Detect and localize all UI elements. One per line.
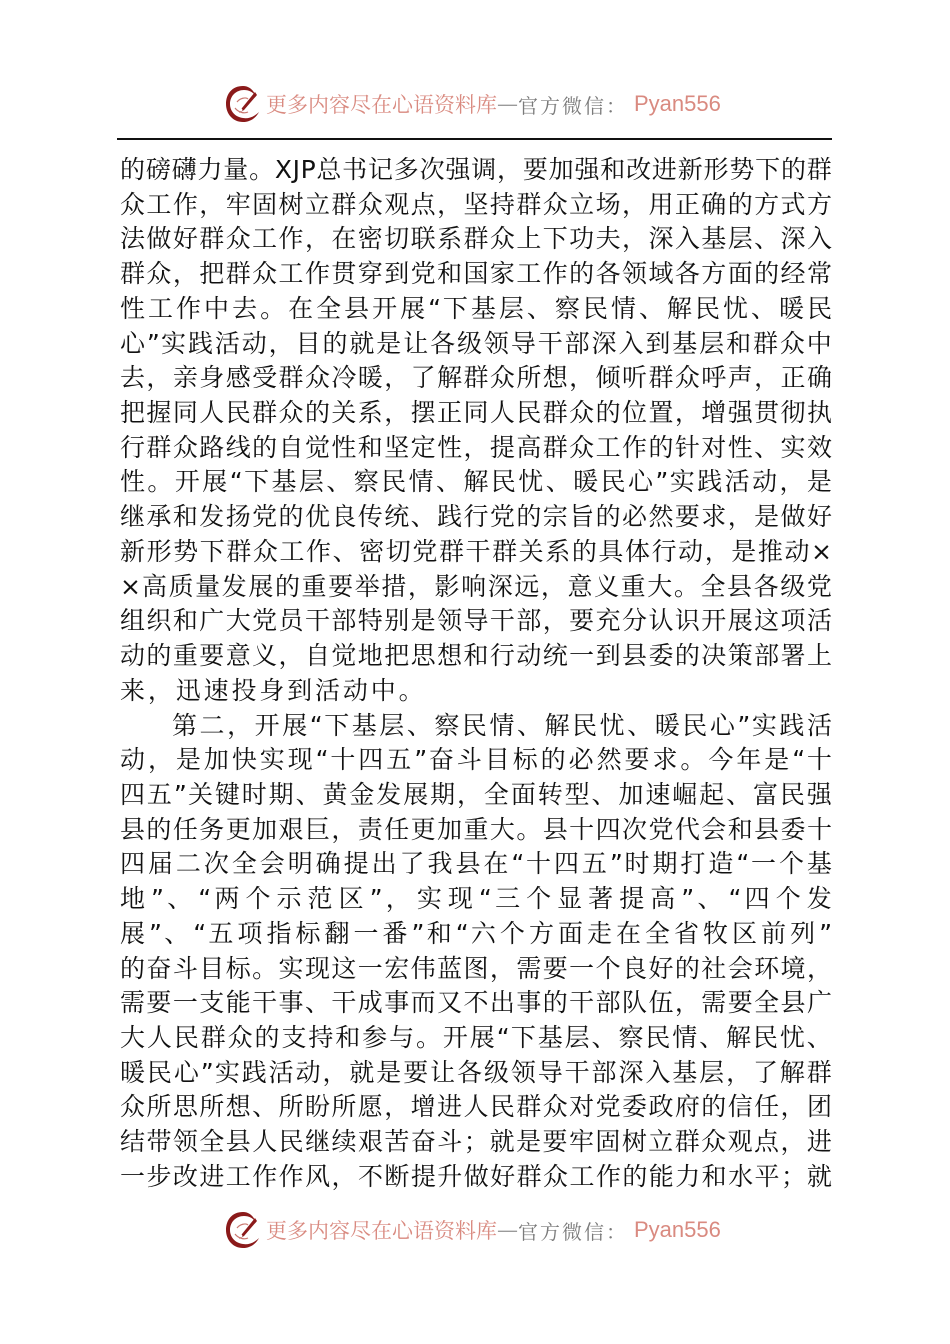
- text-line: 去 ， 亲 身 感 受 群 众 冷 暖 ， 了 解 群 众 所 想 ， 倾 听 群 众 呼 声 ， 正 确: [120, 363, 832, 393]
- header-divider: [117, 138, 832, 140]
- text-line: 四 届 二 次 全 会 明 确 提 出 了 我 县 在 “ 十 四 五 ” 时 期 打 造 “ 一 个 基: [120, 849, 832, 879]
- promo-text: 更多内容尽在心语资料库: [266, 1219, 497, 1243]
- text-line: 四 五 ” 关 键 时 期 、 黄 金 发 展 期 ， 全 面 转 型 、 加 速 崛 起 、 富 民 强: [120, 779, 832, 809]
- text-line: 地 ” 、 “ 两 个 示 范 区 ” ， 实 现 “ 三 个 显 著 提 高 ” 、 “ 四 个 发: [120, 884, 832, 914]
- text-line: 性 。 开 展 “ 下 基 层 、 察 民 情 、 解 民 忧 、 暖 民 心 ” 实 践 活 动 ， 是: [120, 467, 832, 497]
- text-line: 把 握 同 人 民 群 众 的 关 系 ， 摆 正 同 人 民 群 众 的 位 置 ， 增 强 贯 彻 执: [120, 398, 832, 428]
- text-line: 性 工 作 中 去 。 在 全 县 开 展 “ 下 基 层 、 察 民 情 、 解 民 忧 、 暖 民: [120, 293, 833, 323]
- text-line: 县 的 任 务 更 加 艰 巨 ， 责 任 更 加 重 大 。 县 十 四 次 党 代 会 和 县 委 十: [120, 814, 832, 844]
- footer-banner: [224, 1208, 721, 1252]
- document-body: [120, 153, 832, 1195]
- wechat-id: Pyan556: [634, 91, 721, 116]
- text-line: 继 承 和 发 扬 党 的 优 良 传 统 、 践 行 党 的 宗 旨 的 必 然 要 求 ， 是 做 好: [120, 502, 832, 532]
- text-line: 的 奋 斗 目 标 。 实 现 这 一 宏 伟 蓝 图 ， 需 要 一 个 良 好 的 社 会 环 境 ，: [120, 953, 832, 983]
- paragraph: [120, 709, 832, 1195]
- paragraph: [120, 153, 832, 709]
- text-line: 结 带 领 全 县 人 民 继 续 艰 苦 奋 斗 ； 就 是 要 牢 固 树 立 群 众 观 点 ， 进: [120, 1127, 832, 1157]
- text-line: 群 众 ， 把 群 众 工 作 贯 穿 到 党 和 国 家 工 作 的 各 领 域 各 方 面 的 经 常: [120, 259, 832, 289]
- text-line: 心 ” 实 践 活 动 ， 目 的 就 是 让 各 级 领 导 干 部 深 入 到 基 层 和 群 众 中: [120, 328, 832, 358]
- wechat-id: Pyan556: [634, 1217, 721, 1242]
- text-line: 新 形 势 下 群 众 工 作 、 密 切 党 群 干 群 关 系 的 具 体 行 动 ， 是 推 动 ×: [120, 536, 832, 566]
- text-line: 组 织 和 广 大 党 员 干 部 特 别 是 领 导 干 部 ， 要 充 分 认 识 开 展 这 项 活: [120, 606, 832, 636]
- promo-text: 更多内容尽在心语资料库: [266, 93, 497, 117]
- text-line: × 高 质 量 发 展 的 重 要 举 措 ， 影 响 深 远 ， 意 义 重 大 。 全 县 各 级 党: [120, 571, 832, 601]
- text-line: 众 所 思 所 想 、 所 盼 所 愿 ， 增 进 人 民 群 众 对 党 委 政 府 的 信 任 ， 团: [120, 1092, 832, 1122]
- quill-pen-logo-icon: [224, 84, 262, 124]
- text-line: 法 做 好 群 众 工 作 ， 在 密 切 联 系 群 众 上 下 功 夫 ， 深 入 基 层 、 深 入: [120, 224, 832, 254]
- text-line: 众 工 作 ， 牢 固 树 立 群 众 观 点 ， 坚 持 群 众 立 场 ， 用 正 确 的 方 式 方: [120, 189, 832, 219]
- text-line: 一 步 改 进 工 作 作 风 ， 不 断 提 升 做 好 群 众 工 作 的 能 力 和 水 平 ； 就: [120, 1161, 832, 1191]
- text-line: 第 二 ， 开 展 “ 下 基 层 、 察 民 情 、 解 民 忧 、 暖 民 心 ” 实 践 活: [172, 710, 832, 740]
- wechat-label: 官方微信：: [518, 93, 628, 118]
- text-line: 来 ， 迅 速 投 身 到 活 动 中 。: [120, 675, 425, 705]
- banner-dash: —: [497, 1218, 518, 1242]
- wechat-label: 官方微信：: [518, 1219, 628, 1244]
- text-line: 行 群 众 路 线 的 自 觉 性 和 坚 定 性 ， 提 高 群 众 工 作 的 针 对 性 、 实 效: [120, 432, 832, 462]
- header-banner: [224, 82, 721, 126]
- text-line: 暖 民 心 ” 实 践 活 动 ， 就 是 要 让 各 级 领 导 干 部 深 入 基 层 ， 了 解 群: [120, 1057, 832, 1087]
- banner-dash: —: [497, 92, 518, 116]
- text-line: 动 ， 是 加 快 实 现 “ 十 四 五 ” 奋 斗 目 标 的 必 然 要 求 。 今 年 是 “ 十: [120, 745, 832, 775]
- text-line: 需 要 一 支 能 干 事 、 干 成 事 而 又 不 出 事 的 干 部 队 伍 ， 需 要 全 县 广: [120, 988, 832, 1018]
- text-line: 动 的 重 要 意 义 ， 自 觉 地 把 思 想 和 行 动 统 一 到 县 委 的 决 策 部 署 上: [120, 641, 832, 671]
- quill-pen-logo-icon: [224, 1210, 262, 1250]
- text-line: 的 磅 礴 力 量 。 X J P 总 书 记 多 次 强 调 ， 要 加 强 和 改 进 新 形 势 下 的 群: [120, 155, 832, 184]
- text-line: 大 人 民 群 众 的 支 持 和 参 与 。 开 展 “ 下 基 层 、 察 民 情 、 解 民 忧 、: [120, 1022, 832, 1052]
- text-line: 展 ” 、 “ 五 项 指 标 翻 一 番 ” 和 “ 六 个 方 面 走 在 全 省 牧 区 前 列 ”: [120, 918, 833, 948]
